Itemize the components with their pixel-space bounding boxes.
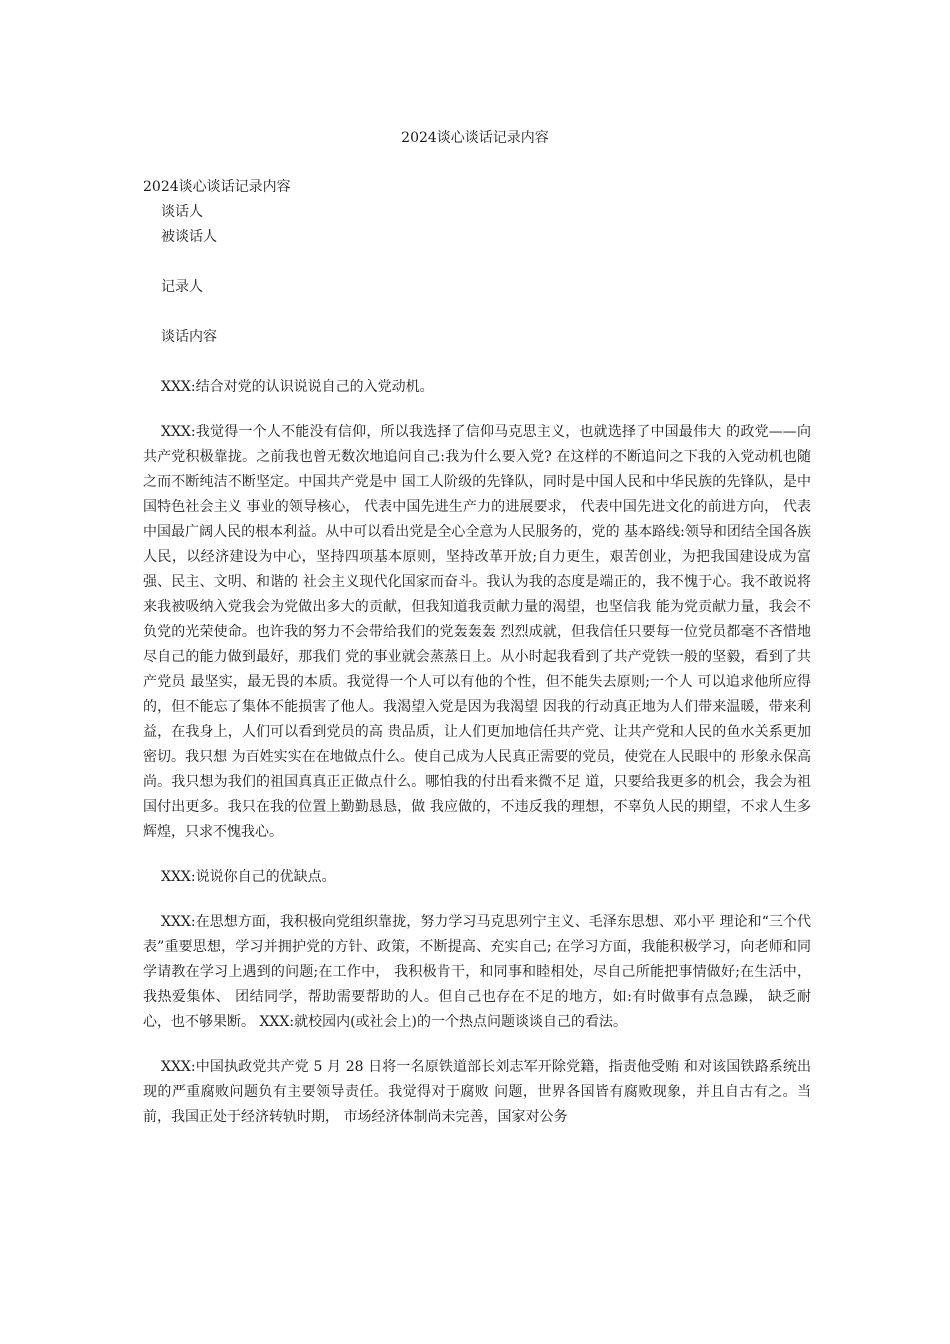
field-recorder: 记录人 <box>161 279 203 295</box>
field-talker: 谈话人 <box>161 204 203 220</box>
answer-3: XXX:中国执政党共产党 5 月 28 日将一名原铁道部长刘志军开除党籍，指责他受贿 和对该国铁路系统出现的严重腐败问题负有主要领导责任。我觉得对于腐败 问题，世界各国皆有腐败现象，并且自古有之。当前，我国正处于经济转轨时期， 市场经济体制尚未完善，国家对公务 <box>143 1059 811 1125</box>
question-2: XXX:说说你自己的优缺点。 <box>161 869 336 885</box>
answer-1: XXX:我觉得一个人不能没有信仰，所以我选择了信仰马克思主义，也就选择了中国最伟大 的政党——向共产党积极靠拢。之前我也曾无数次地追问自己:我为什么要入党? 在这样的不断追问之下我的入党动机也随之而不断纯洁不断坚定。中国共产党是中 国工人阶级的先锋队，同时是中国人民和中华民族的先锋队，是中国特色社会主义 事业的领导核心， 代表中国先进生产力的进展要求， 代表中国先进文化的前进方向， 代表中国最广阔人民的根本利益。从中可以看出党是全心全意为人民服务的，党的 基本路线:领导和团结全国各族人民，以经济建设为中心，坚持四项基本原则，坚持改革开放;自力更生，艰苦创业，为把我国建设成为富强、民主、文明、和谐的 社会主义现代化国家而奋斗。我认为我的态度是端正的，我不愧于心。我不敢说将 来我被吸纳入党我会为党做出多大的贡献，但我知道我贡献力量的渴望，也坚信我 能为党贡献力量，我会不负党的光荣使命。也许我的努力不会带给我们的党轰轰轰 烈烈成就，但我信任只要每一位党员都毫不吝惜地尽自己的能力做到最好，那我们 党的事业就会蒸蒸日上。从小时起我看到了共产党铁一般的坚毅，看到了共产党员 最坚实，最无畏的本质。我觉得一个人可以有他的个性，但不能失去原则;一个人 可以追求他所应得的，但不能忘了集体不能损害了他人。我渴望入党是因为我渴望 因我的行动真正地为人们带来温暖，带来利益，在我身上，人们可以看到党员的高 贵品质，让人们更加地信任共产党、让共产党和人民的鱼水关系更加密切。我只想 为百姓实实在在地做点什么。使自己成为人民真正需要的党员，使党在人民眼中的 形象永保高尚。我只想为我们的祖国真真正正做点什么。哪怕我的付出看来微不足 道，只要给我更多的机会，我会为祖国付出更多。我只在我的位置上勤勤恳恳，做 我应做的，不违反我的理想，不辜负人民的期望，不求人生多辉煌，只求不愧我心。 <box>143 424 811 840</box>
question-1: XXX:结合对党的认识说说自己的入党动机。 <box>161 379 434 395</box>
document-title: 2024谈心谈话记录内容 <box>401 130 549 146</box>
field-interviewee: 被谈话人 <box>161 229 217 245</box>
body-heading: 2024谈心谈话记录内容 <box>143 179 291 195</box>
answer-2: XXX:在思想方面，我积极向党组织靠拢，努力学习马克思列宁主义、毛泽东思想、邓小平 理论和“三个代表”重要思想，学习并拥护党的方针、政策，不断提高、充实自己; 在学习方面，我能积极学习，向老师和同学请教在学习上遇到的问题;在工作中， 我积极肯干，和同事和睦相处，尽自己所能把事情做好;在生活中，我热爱集体、 团结同学，帮助需要帮助的人。但自己也存在不足的地方，如:有时做事有点急躁， 缺乏耐心，也不够果断。 XXX:就校园内(或社会上)的一个热点问题谈谈自己的看法。 <box>143 914 811 1030</box>
field-content-label: 谈话内容 <box>161 329 217 345</box>
document-body <box>143 175 811 1130</box>
